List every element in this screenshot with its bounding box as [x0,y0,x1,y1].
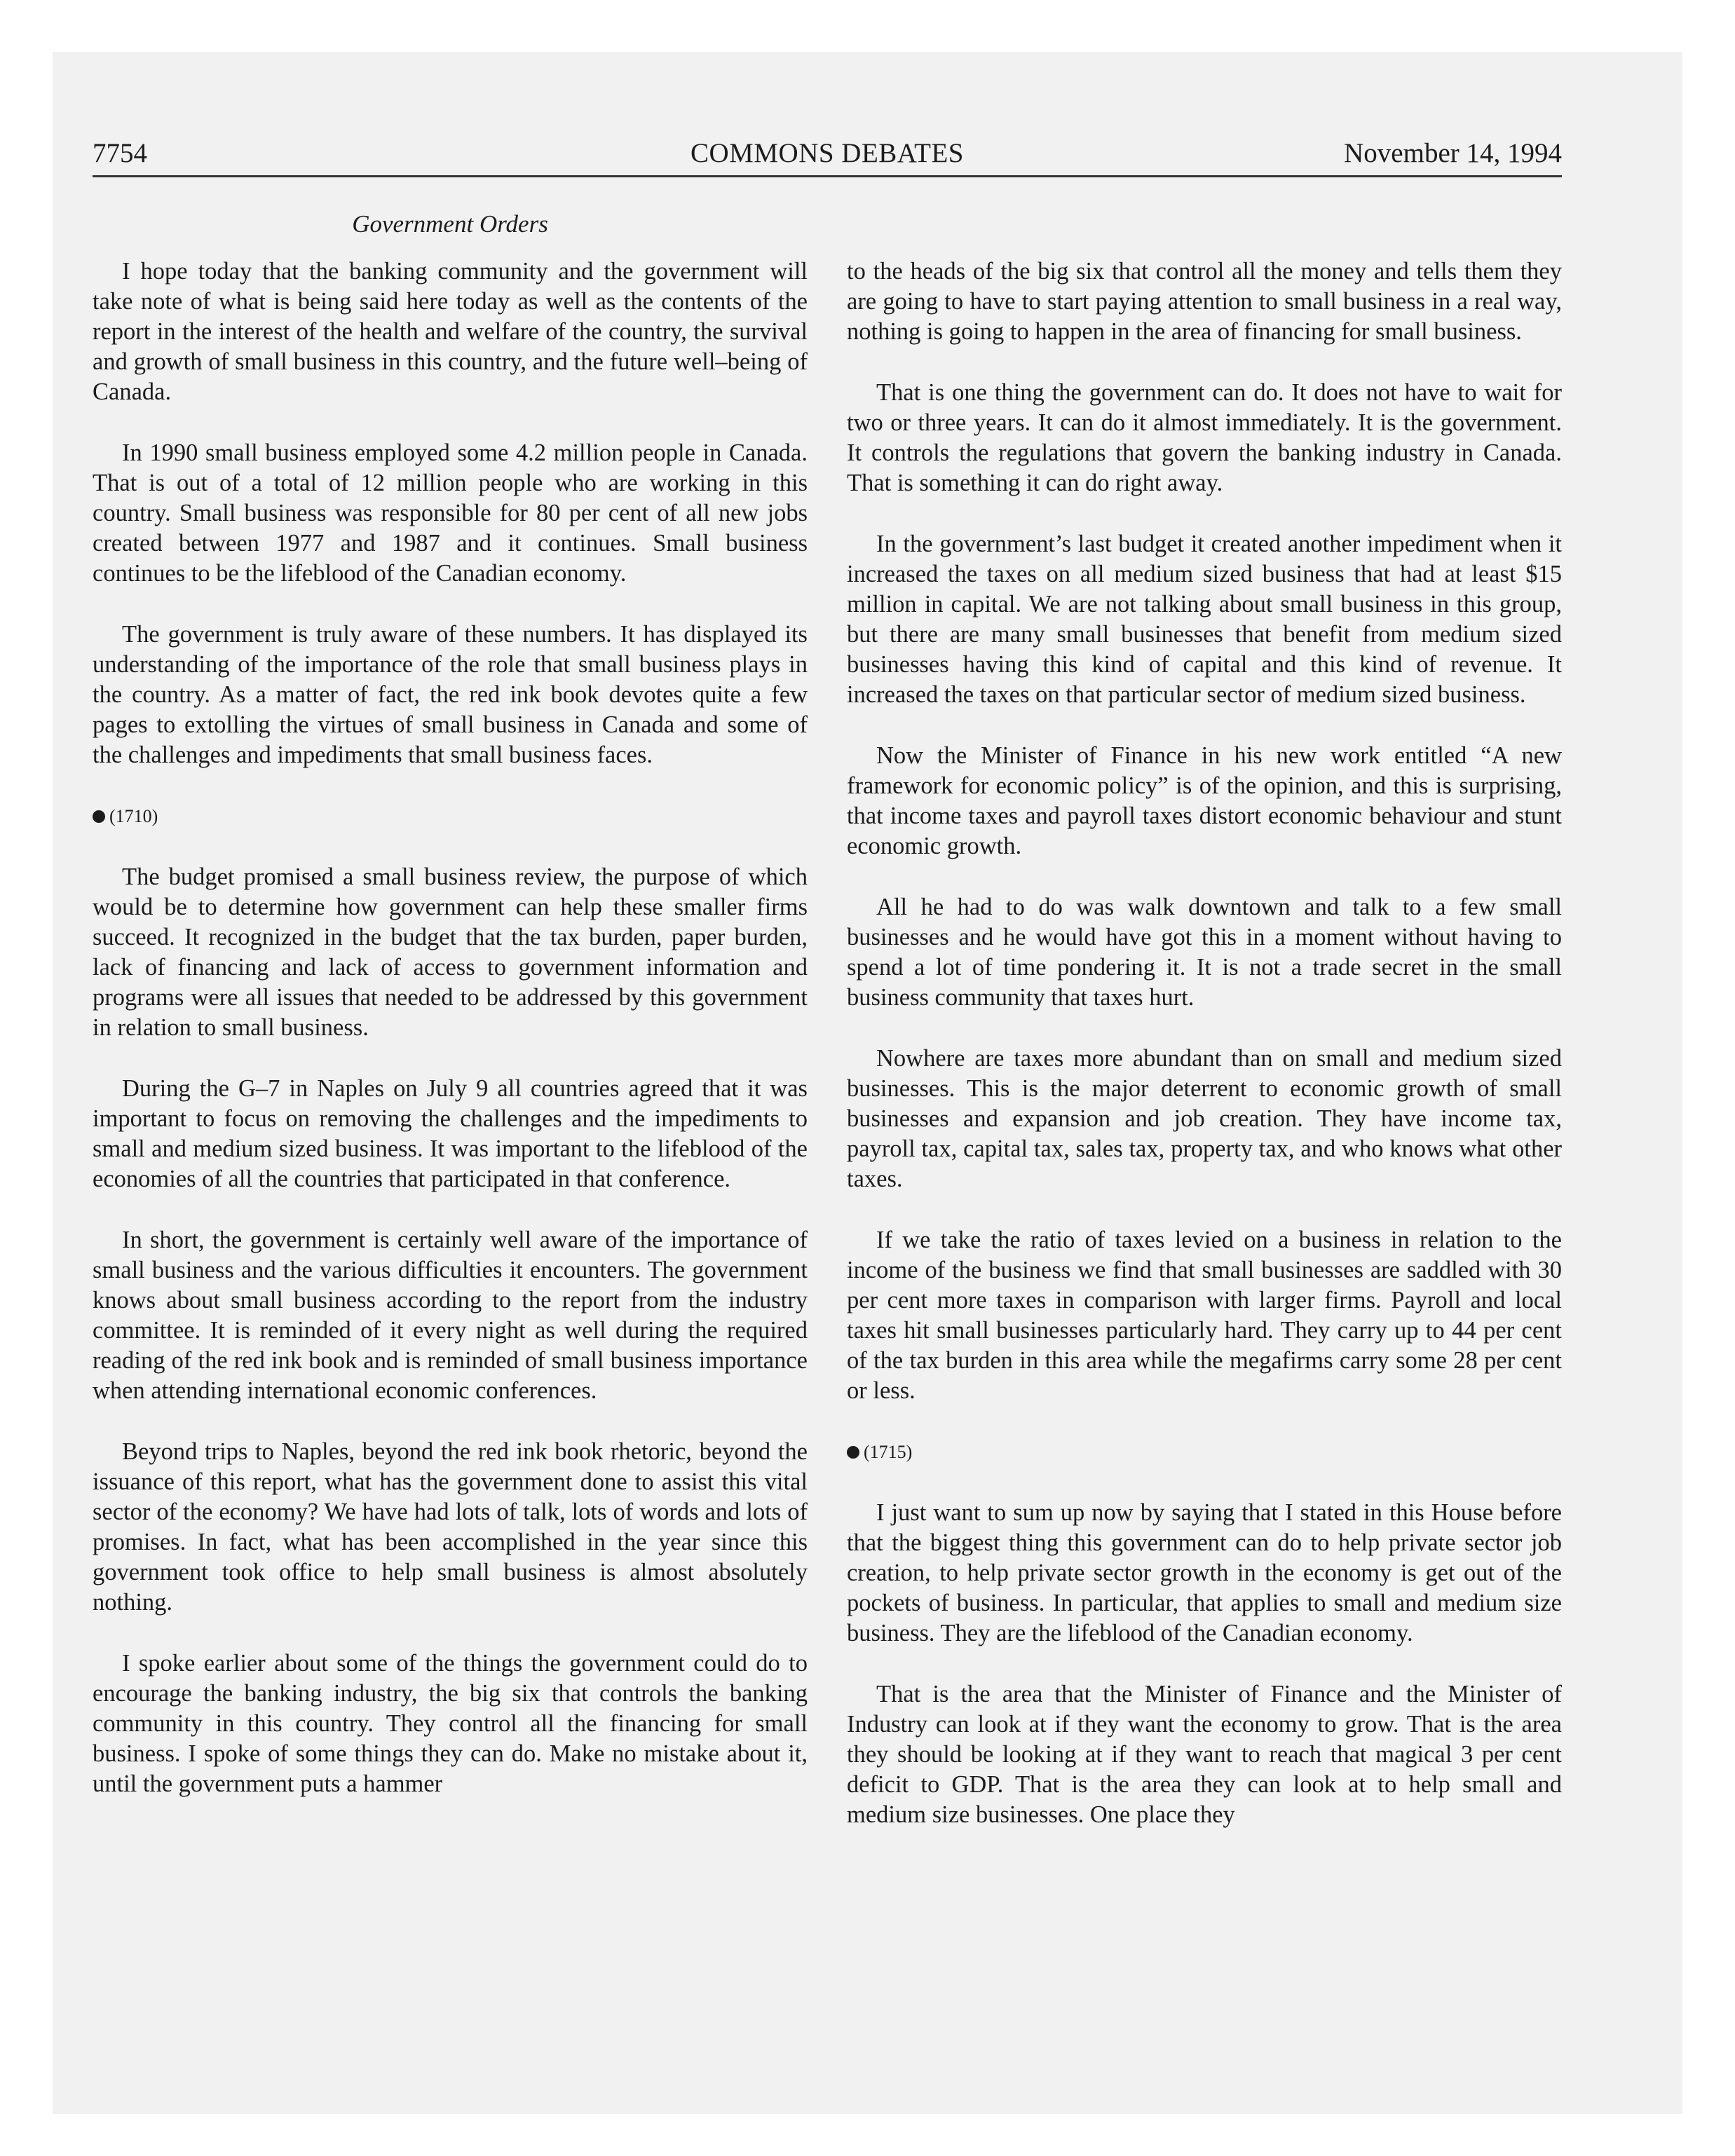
paragraph: Beyond trips to Naples, beyond the red ink book rhetoric, beyond the issuance of this report, what has the government done to assist this vital sector of the economy? We have had lots of talk, lots of words and lots of promises. In fact, what has been accomplished in the year since this government took office to help small business is almost absolutely nothing. [93,1438,808,1616]
paragraph: I hope today that the banking community and the government will take note of what is being said here today as well as the contents of the report in the interest of the health and welfare of the country, the survival and growth of small business in this country, and the future well–being of Canada. [93,258,808,405]
paragraph: That is one thing the government can do. It does not have to wait for two or three years. It can do it almost immediately. It is the government. It controls the regulations that govern the banking industry in Canada. That is something it can do right away. [847,379,1562,496]
publication-date: November 14, 1994 [1344,138,1562,168]
header-rule [93,175,1562,177]
paragraph: I spoke earlier about some of the things the government could do to encourage the banking industry, the big six that controls the banking community in this country. They control all the financing for small business. I spoke of some things they can do. Make no mistake about it, until the government puts a hammer [93,1650,808,1797]
paragraph: Nowhere are taxes more abundant than on small and medium sized businesses. This is the major deterrent to economic growth of small businesses and expansion and job creation. They have income tax, payroll tax, capital tax, sales tax, property tax, and who knows what other taxes. [847,1045,1562,1192]
right-column [847,257,1562,1861]
paragraph: to the heads of the big six that control all the money and tells them they are going to have to start paying attention to small business in a real way, nothing is going to happen in the area of financing for small business. [847,258,1562,345]
paragraph: Now the Minister of Finance in his new work entitled “A new framework for economic policy” is of the opinion, and this is surprising, that income taxes and payroll taxes distort economic behaviour and stunt economic growth. [847,742,1562,859]
paragraph: If we take the ratio of taxes levied on a business in relation to the income of the business we find that small businesses are saddled with 30 per cent more taxes in comparison with larger firms. Payroll and local taxes hit small businesses particularly hard. They carry up to 44 per cent of the tax burden in this area while the megafirms carry some 28 per cent or less. [847,1227,1562,1404]
publication-title: COMMONS DEBATES [690,138,964,168]
time-marker [847,1437,1562,1467]
paragraph: In short, the government is certainly well aware of the importance of small business and the various difficulties it encounters. The government knows about small business according to the report from the industry committee. It is reminded of it every night as well during the required reading of the red ink book and is reminded of small business importance when attending international economic conferences. [93,1227,808,1404]
time-marker [93,801,808,831]
left-column [93,257,808,1830]
page-header [93,137,1562,174]
time-marker-label: (1710) [109,806,158,826]
time-marker-label: (1715) [864,1442,913,1462]
paragraph: The government is truly aware of these numbers. It has displayed its understanding of the importance of the role that small business plays in the country. As a matter of fact, the red ink book devotes quite a few pages to extolling the virtues of small business in Canada and some of the challenges and impediments that small business faces. [93,621,808,768]
page-number: 7754 [93,138,147,168]
paragraph: In the government’s last budget it created another impediment when it increased the taxes on all medium sized business that had at least $15 million in capital. We are not talking about small business in this group, but there are many small businesses that benefit from medium sized businesses having this kind of capital and this kind of revenue. It increased the taxes on that particular sector of medium sized business. [847,531,1562,708]
paragraph: In 1990 small business employed some 4.2 million people in Canada. That is out of a total of 12 million people who are working in this country. Small business was responsible for 80 per cent of all new jobs created between 1977 and 1987 and it continues. Small business continues to be the lifeblood of the Canadian economy. [93,439,808,587]
paragraph: The budget promised a small business review, the purpose of which would be to determine how government can help these smaller firms succeed. It recognized in the budget that the tax burden, paper burden, lack of financing and lack of access to government information and programs were all issues that needed to be addressed by this government in relation to small business. [93,864,808,1041]
paragraph: I just want to sum up now by saying that I stated in this House before that the biggest thing this government can do to help private sector job creation, to help private sector growth in the economy is get out of the pockets of business. In particular, that applies to small and medium size business. They are the lifeblood of the Canadian economy. [847,1499,1562,1646]
bullet-icon [93,810,105,823]
bullet-icon [847,1446,859,1459]
section-title: Government Orders [352,210,548,238]
paragraph: That is the area that the Minister of Finance and the Minister of Industry can look at if they want the economy to grow. That is the area they should be looking at if they want to reach that magical 3 per cent deficit to GDP. That is the area they can look at to help small and medium size businesses. One place they [847,1681,1562,1828]
paragraph: During the G–7 in Naples on July 9 all countries agreed that it was important to focus on removing the challenges and the impediments to small and medium sized business. It was important to the lifeblood of the economies of all the countries that participated in that conference. [93,1075,808,1192]
paragraph: All he had to do was walk downtown and talk to a few small businesses and he would have got this in a moment without having to spend a lot of time pondering it. It is not a trade secret in the small business community that taxes hurt. [847,894,1562,1011]
